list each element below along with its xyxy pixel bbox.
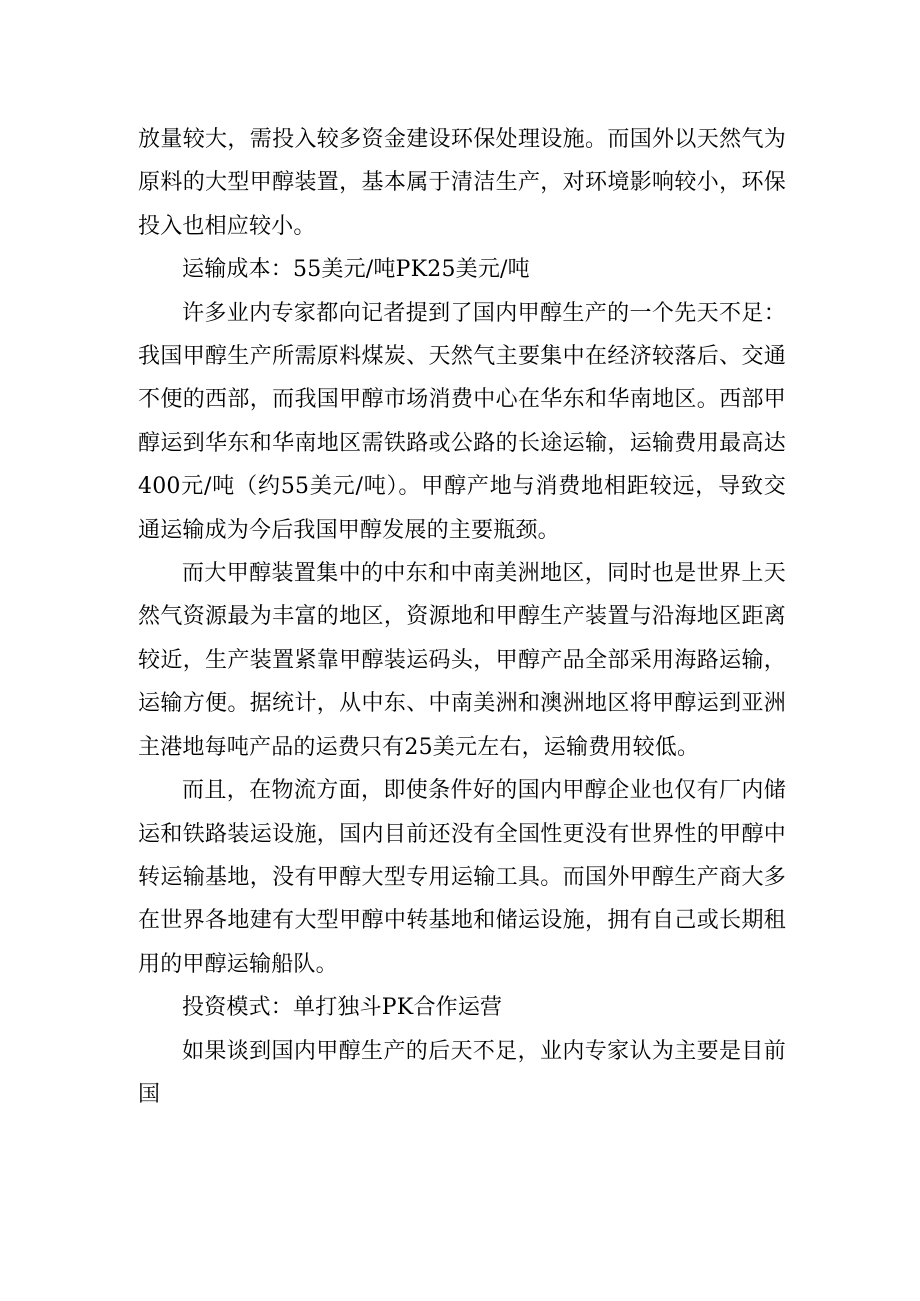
paragraph-domestic-disadvantage: 许多业内专家都向记者提到了国内甲醇生产的一个先天不足：我国甲醇生产所需原料煤炭、天然气主要集中在经济较落后、交通不便的西部，而我国甲醇市场消费中心在华东和华南地区。西部甲醇运到华东和华南地区需铁路或公路的长途运输，运输费用最高达400元/吨（约55美元/吨）。甲醇产地与消费地相距较远，导致交通运输成为今后我国甲醇发展的主要瓶颈。 (138, 300, 786, 543)
paragraph-middle-east-advantage: 而大甲醇装置集中的中东和中南美洲地区，同时也是世界上天然气资源最为丰富的地区，资源地和甲醇生产装置与沿海地区距离较近，生产装置紧靠甲醇装运码头，甲醇产品全部采用海路运输，运输方便。据统计，从中东、中南美洲和澳洲地区将甲醇运到亚洲主港地每吨产品的运费只有25美元左右，运输费用较低。 (138, 561, 786, 760)
section-heading-investment-model: 投资模式：单打独斗PK合作运营 (182, 995, 503, 1021)
paragraph-investment-intro: 如果谈到国内甲醇生产的后天不足，业内专家认为主要是目前国 (138, 1038, 786, 1107)
paragraph-environment-continued: 放量较大，需投入较多资金建设环保处理设施。而国外以天然气为原料的大型甲醇装置，基本属于清洁生产，对环境影响较小，环保投入也相应较小。 (138, 127, 786, 239)
section-heading-transport-cost: 运输成本：55美元/吨PK25美元/吨 (182, 257, 530, 283)
document-page (138, 118, 786, 1116)
paragraph-logistics: 而且，在物流方面，即使条件好的国内甲醇企业也仅有厂内储运和铁路装运设施，国内目前还没有全国性更没有世界性的甲醇中转运输基地，没有甲醇大型专用运输工具。而国外甲醇生产商大多在世界各地建有大型甲醇中转基地和储运设施，拥有自己或长期租用的甲醇运输船队。 (138, 778, 786, 977)
